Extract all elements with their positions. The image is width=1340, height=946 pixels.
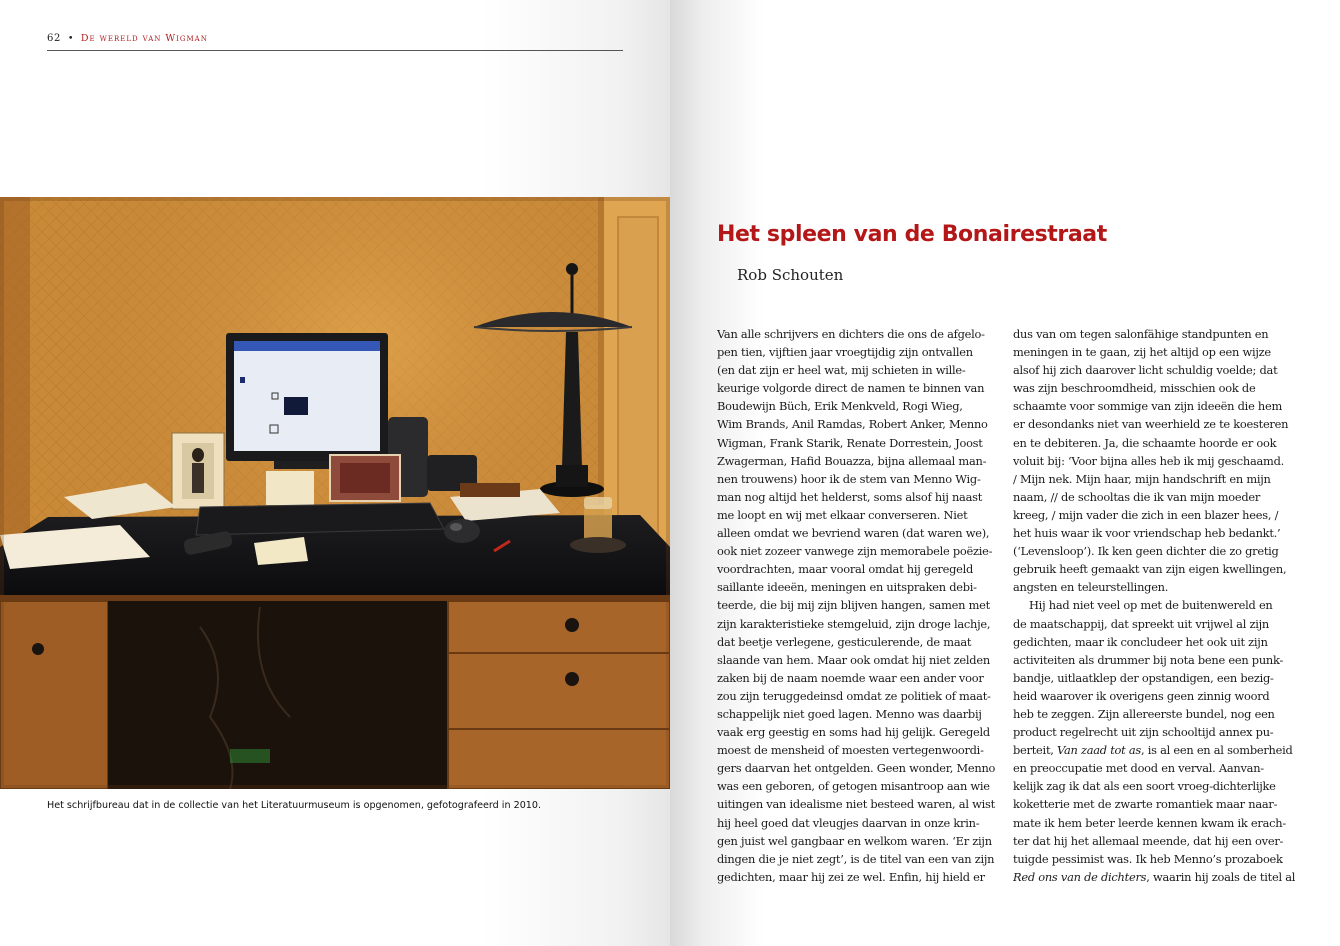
text-line: man nog altijd het helderst, soms alsof hij naast [717,489,983,504]
text-line: product regelrecht uit zijn schooltijd annex pu- [1013,725,1274,740]
running-head-separator: • [67,33,75,44]
right-page [670,0,1340,946]
article-author: Rob Schouten [737,266,844,284]
text-line: vaak erg geestig en soms had hij gelijk. Geregeld [717,725,990,740]
text-column-2 [1013,325,1303,886]
text-line: slaande van hem. Maar ook omdat hij niet zelden [717,652,990,667]
text-line: voluit bij: ‘Voor bijna alles heb ik mij geschaamd. [1013,453,1285,468]
text-line: angsten en teleurstellingen. [1013,580,1169,595]
text-line: Boudewijn Büch, Erik Menkveld, Rogi Wieg, [717,399,963,414]
text-line: kelijk zag ik dat als een soort vroeg-dichterlijke [1013,779,1276,794]
text-line: keurige volgorde direct de namen te binnen van [717,381,985,396]
text-line: dingen die je niet zegt’, is de titel van een van zijn [717,851,995,866]
text-line: saillante ideeën, meningen en uitspraken debi- [717,580,977,595]
text-line: Wigman, Frank Starik, Renate Dorrestein, Joost [717,435,983,450]
text-line-with-title [1013,741,1303,759]
text-line: er desondanks niet van weerhield ze te koesteren [1013,417,1289,432]
desk-photo-illustration [0,197,670,789]
text-line: voordrachten, maar vooral omdat hij geregeld [717,562,974,577]
text-line: hij heel goed dat vleugjes daarvan in onze krin- [717,815,980,830]
text-line: dus van om tegen salonfähige standpunten en [1013,327,1269,341]
text-line: koketterie met de zwarte romantiek maar naar- [1013,797,1278,812]
page-number: 62 [47,33,62,44]
text-line: was een geboren, of getogen misantroop aan wie [717,779,990,794]
text-line: ook niet zozeer vanwege zijn memorabele poëzie- [717,544,993,559]
text-line: zou zijn teruggedeinsd omdat ze politiek of maat- [717,688,991,703]
text-line: en preoccupatie met dood en verval. Aanvan- [1013,761,1264,776]
running-head-rule [47,50,623,51]
text-line: naam, // de schooltas die ik van mijn moeder [1013,489,1261,504]
text-line: moest de mensheid of moesten vertegenwoordi- [717,743,984,758]
text-line: nen trouwens) hoor ik de stem van Menno Wig- [717,471,981,486]
desk-photo [0,197,670,789]
text-line: Van alle schrijvers en dichters die ons de afgelo- [717,327,985,341]
book-title: Van zaad tot as [1057,743,1141,758]
text-line: schappelijk niet goed lagen. Menno was daarbij [717,706,982,721]
text-line: heb te zeggen. Zijn allereerste bundel, nog een [1013,706,1275,721]
text-line: Zwagerman, Hafid Bouazza, bijna allemaal man- [717,453,987,468]
text-line: teerde, die bij mij zijn blijven hangen, samen met [717,598,990,613]
text-line: gedichten, maar ik concludeer het ook uit zijn [1013,634,1268,649]
text-line: (en dat zijn er heel wat, mij schieten in wille- [717,363,966,378]
text-line: gers daarvan het ontgelden. Geen wonder, Menno [717,761,996,776]
text-fragment: , is al een en al somberheid [1140,743,1293,758]
text-column-1 [717,325,1007,886]
text-line: en te debiteren. Ja, die schaamte hoorde er ook [1013,435,1277,450]
text-line: de maatschappij, dat spreekt uit vrijwel al zijn [1013,616,1269,631]
text-line: gen juist wel gangbaar en welkom waren. ‘Er zijn [717,833,992,848]
text-fragment: , [1146,869,1153,884]
text-line: (‘Levensloop’). Ik ken geen dichter die zo gretig [1013,544,1279,559]
text-fragment: berteit, [1013,743,1054,758]
text-line: uitingen van idealisme niet besteed waren, al wist [717,797,995,812]
text-line: Hij had niet veel op met de buitenwereld en [1029,598,1273,613]
running-head [47,33,208,44]
text-line: me loopt en wij met elkaar converseren. Niet [717,507,968,522]
text-line: gedichten, maar hij zei ze wel. Enfin, hij hield er [717,869,985,884]
article-title: Het spleen van de Bonairestraat [717,222,1107,247]
text-line: het huis waar ik voor vriendschap heb bedankt.’ [1013,526,1281,541]
text-line: activiteiten als drummer bij nota bene een punk- [1013,652,1284,667]
text-line: / Mijn nek. Mijn haar, mijn handschrift en mijn [1013,471,1271,486]
text-line-with-title [1013,868,1303,886]
text-line: ter dat hij het allemaal meende, dat hij een over- [1013,833,1284,848]
text-line: mate ik hem beter leerde kennen kwam ik erach- [1013,815,1286,830]
text-line: alleen omdat we bevriend waren (dat waren we), [717,526,990,541]
text-line: pen tien, vijftien jaar vroegtijdig zijn ontvallen [717,345,973,360]
photo-caption: Het schrijfbureau dat in de collectie van het Literatuurmuseum is opgenomen, gefotografeerd in 2010. [47,800,542,811]
text-line: tuigde pessimist was. Ik heb Menno’s prozaboek [1013,851,1283,866]
text-line: gebruik heeft gemaakt van zijn eigen kwellingen, [1013,562,1287,577]
text-line: schaamte voor sommige van zijn ideeën die hem [1013,399,1283,414]
book-title: Red ons van de dichters [1013,869,1147,884]
text-line: meningen in te gaan, zij het altijd op een wijze [1013,345,1271,360]
section-title: De wereld van Wigman [80,33,208,44]
text-line: kreeg, / mijn vader die zich in een blazer hees, / [1013,507,1279,522]
text-line: bandje, uitlaatklep der opstandigen, een bezig- [1013,670,1274,685]
text-line: zijn karakteristieke stemgeluid, zijn droge lachje, [717,616,991,631]
text-fragment: waarin hij zoals de titel al [1153,869,1296,884]
text-line: Wim Brands, Anil Ramdas, Robert Anker, Menno [717,417,988,432]
text-line: zaken bij de naam noemde waar een ander voor [717,670,984,685]
text-line: alsof hij zich daarover licht schuldig voelde; dat [1013,363,1278,378]
text-line: heid waarover ik overigens geen zinnig woord [1013,688,1270,703]
text-line: dat beetje verlegene, gesticulerende, de maat [717,634,972,649]
text-line: was zijn beschroomdheid, misschien ook de [1013,381,1256,396]
